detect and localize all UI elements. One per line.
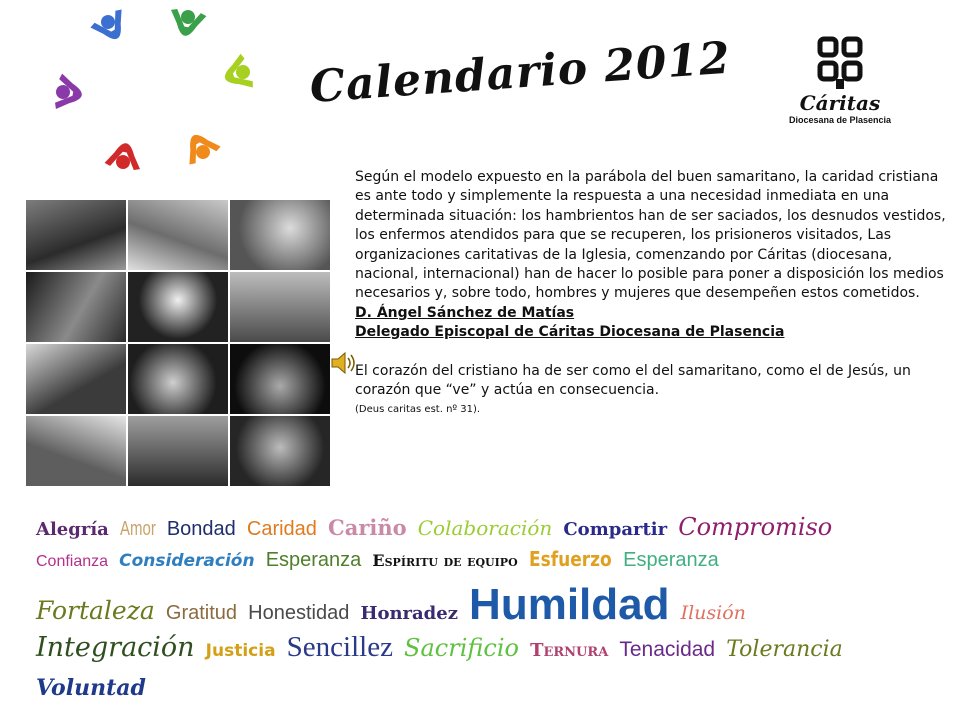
citation: (Deus caritas est. nº 31). — [355, 404, 481, 416]
word: Integración — [36, 632, 195, 663]
figure-green — [167, 7, 207, 39]
caritas-subtitle: Diocesana de Plasencia — [788, 115, 892, 125]
word: Cariño — [328, 515, 407, 540]
figure-red — [104, 140, 144, 172]
photo-crowded-boat — [230, 272, 330, 342]
word: Esperanza — [265, 549, 362, 571]
figure-orange — [178, 127, 222, 168]
author-role: Delegado Episcopal de Cáritas Diocesana de Plasencia — [355, 324, 785, 341]
word: Honestidad — [248, 602, 350, 624]
photo-flooded-street — [128, 200, 228, 270]
photo-child-standing — [26, 200, 126, 270]
word: Confianza — [36, 553, 109, 570]
figure-lime — [219, 53, 256, 96]
word: Ternura — [530, 640, 609, 661]
caritas-cross-icon — [812, 35, 868, 91]
word-line-3 — [36, 580, 956, 633]
word: Compromiso — [678, 513, 833, 541]
values-word-cloud — [36, 515, 956, 713]
quote: El corazón del cristiano ha de ser como el del samaritano, como el de Jesús, un corazón que “ve” y actúa en consecuencia. — [355, 362, 911, 399]
photo-child-face — [230, 416, 330, 486]
main-paragraph: Según el modelo expuesto en la parábola del buen samaritano, la caridad cristiana es ante todo y simplemente la respuesta a una necesidad inmediata en una determinada situación: los hambrientos han de ser saciados, los desnudos vestidos, los enfermos atendidos para que se recuperen, los prisioneros visitados, Las organizaciones caritativas de la Iglesia, comenzando por Cáritas (diocesana, nacional, internacional) han de hacer lo posible para poner a disposición los medios necesarios y, sobre todo, hombres y mujeres que desempeñen estos cometidos. — [355, 169, 946, 302]
author-name: D. Ángel Sánchez de Matías — [355, 304, 575, 321]
word: Alegría — [36, 519, 109, 540]
photo-tearful-eye — [230, 344, 330, 414]
word: Ilusión — [680, 602, 746, 624]
word: Tolerancia — [726, 637, 843, 662]
word-line-2 — [36, 549, 956, 583]
word: Espíritu de equipo — [372, 551, 518, 570]
word: Amor — [119, 518, 156, 540]
word: Colaboración — [417, 516, 553, 540]
photo-holding-hands — [26, 344, 126, 414]
word: Bondad — [166, 518, 236, 540]
word-line-5 — [36, 677, 956, 713]
caritas-name: Cáritas — [799, 91, 881, 115]
photo-elderly-couple — [230, 200, 330, 270]
word: Justicia — [205, 641, 276, 661]
circle-of-figures-logo — [28, 2, 288, 202]
page-title: Calendario 2012 — [308, 32, 733, 113]
word: Sacrificio — [404, 634, 519, 662]
figure-blue — [89, 7, 133, 48]
word: Tenacidad — [619, 638, 716, 661]
word: Caridad — [246, 518, 317, 540]
word: Fortaleza — [36, 596, 155, 625]
word: Voluntad — [36, 675, 146, 701]
word-line-1 — [36, 515, 956, 549]
word: Honradez — [360, 603, 458, 624]
word-line-4 — [36, 633, 956, 677]
word: Consideración — [119, 551, 255, 571]
photo-reaching-hand — [26, 272, 126, 342]
photo-doorway-light — [128, 272, 228, 342]
photo-children-group — [26, 416, 126, 486]
word: Humildad — [469, 580, 670, 629]
spacer — [355, 343, 950, 362]
word: Esperanza — [623, 549, 719, 571]
word: Sencillez — [286, 631, 393, 663]
main-text-block — [355, 168, 950, 420]
word: Esfuerzo — [528, 547, 612, 571]
word: Compartir — [563, 519, 668, 540]
photo-man-on-bench — [128, 416, 228, 486]
photo-smiling-children — [128, 344, 228, 414]
word: Gratitud — [165, 602, 238, 624]
figure-purple — [53, 73, 85, 113]
photo-collage — [26, 200, 336, 496]
caritas-logo — [770, 35, 910, 130]
speaker-icon[interactable] — [328, 348, 358, 378]
